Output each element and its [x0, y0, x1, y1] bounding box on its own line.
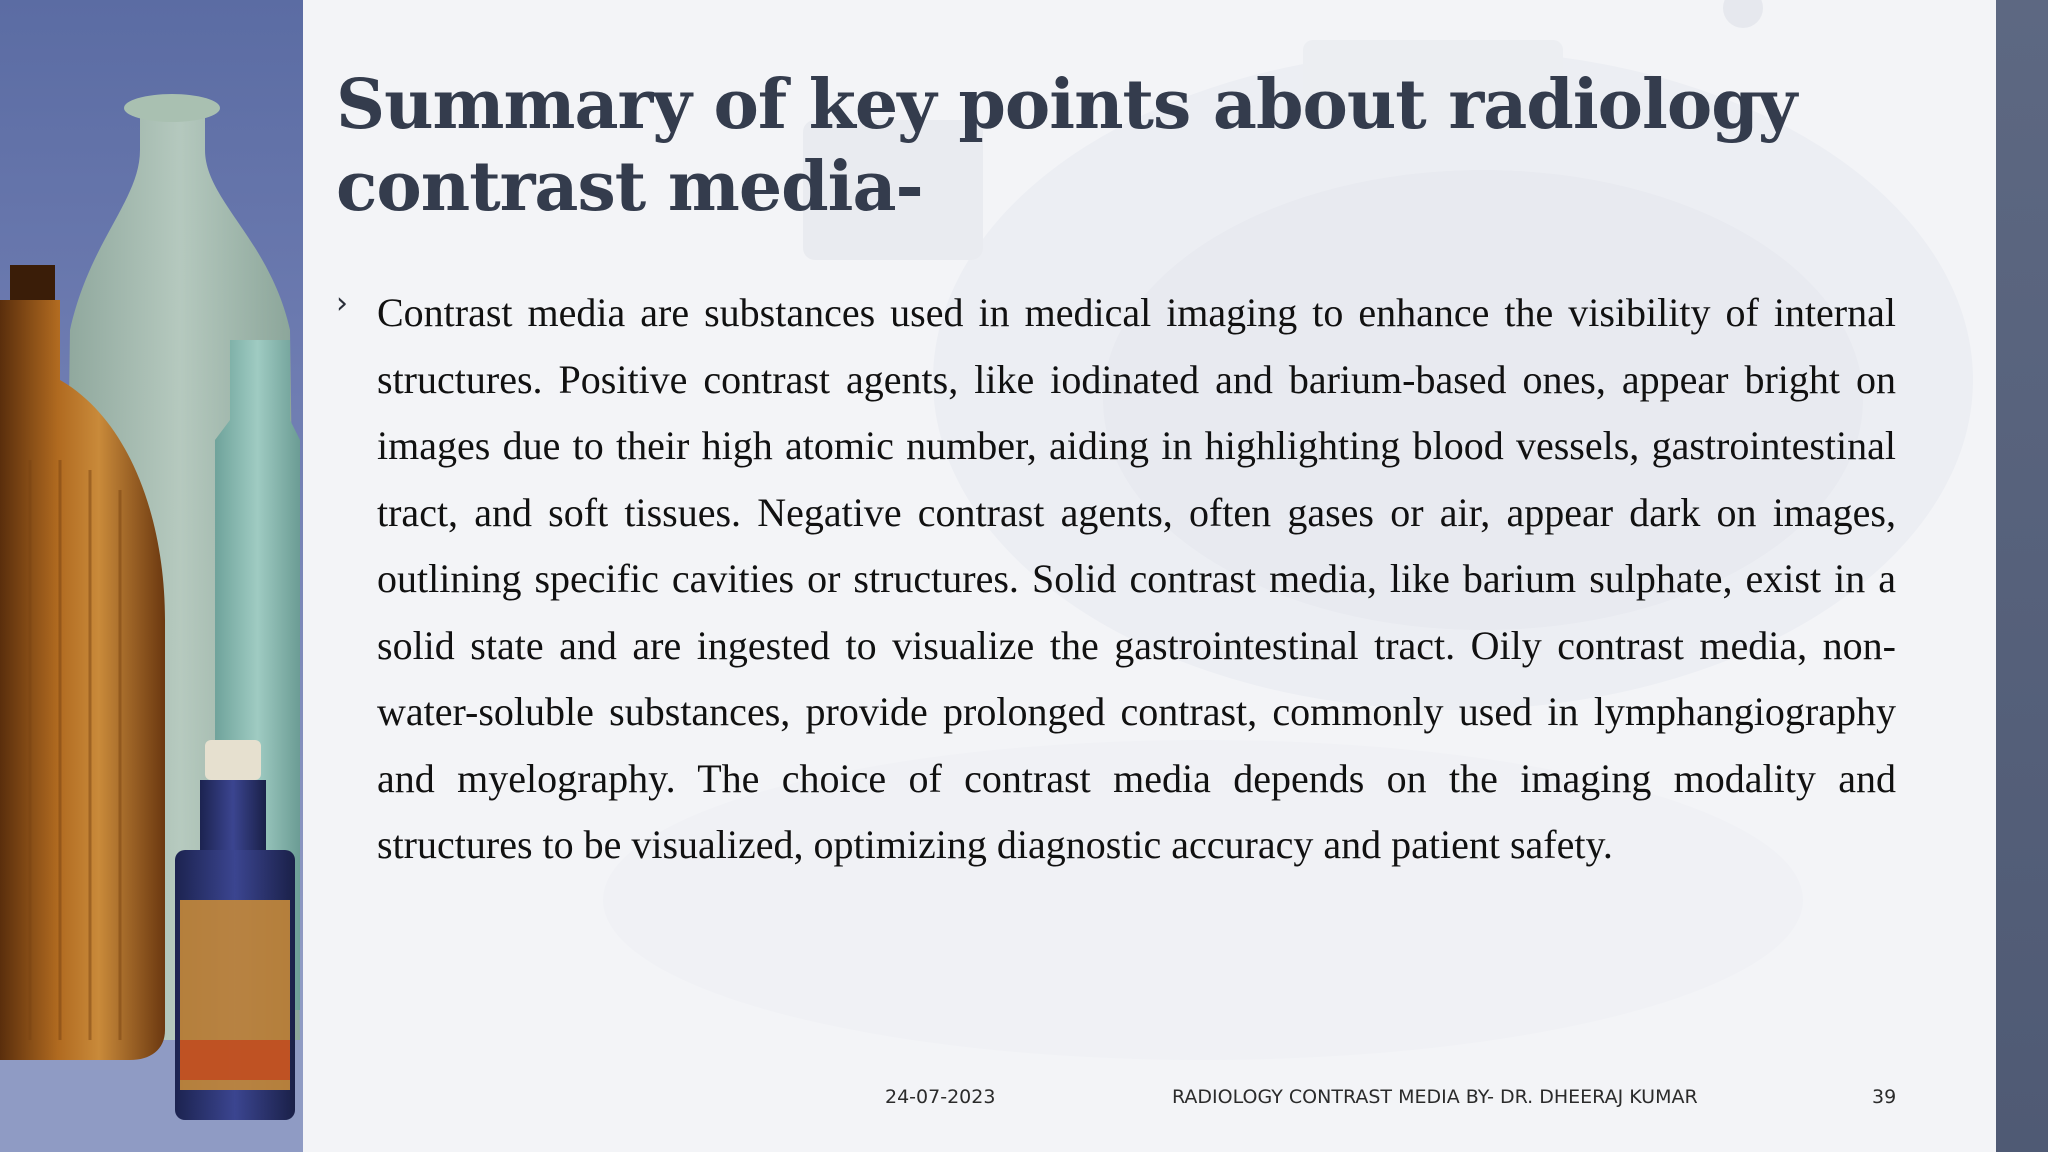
bullet-chevron-icon: ›: [336, 286, 348, 321]
bullet-text: Contrast media are substances used in medical imaging to enhance the visibility of internal structures. Positive contrast agents, like iodinated and barium-based ones, appear bright on images due to their high atomic number, aiding in highlighting blood vessels, gastrointestinal tract, and soft tissues. Negative contrast agents, often gases or air, appear dark on images, outlining specific cavities or structures. Solid contrast media, like barium sulphate, exist in a solid state and are ingested to visualize the gastrointestinal tract. Oily contrast media, non-water-soluble substances, provide prolonged contrast, commonly used in lymphangiography and myelography. The choice of contrast media depends on the imaging modality and structures to be visualized, optimizing diagnostic accuracy and patient safety.: [377, 290, 1896, 867]
bottles-photo: [0, 0, 303, 1152]
footer-page-number: 39: [1872, 1086, 1897, 1108]
right-accent-bar: [1996, 0, 2048, 1152]
footer-date: 24-07-2023: [885, 1086, 996, 1108]
slide-title: Summary of key points about radiology contrast media-: [336, 65, 1797, 227]
bullet-list: [336, 280, 1896, 879]
bottles-illustration: [0, 0, 303, 1152]
footer-presentation-title: RADIOLOGY CONTRAST MEDIA BY- DR. DHEERAJ KUMAR: [1172, 1086, 1698, 1108]
